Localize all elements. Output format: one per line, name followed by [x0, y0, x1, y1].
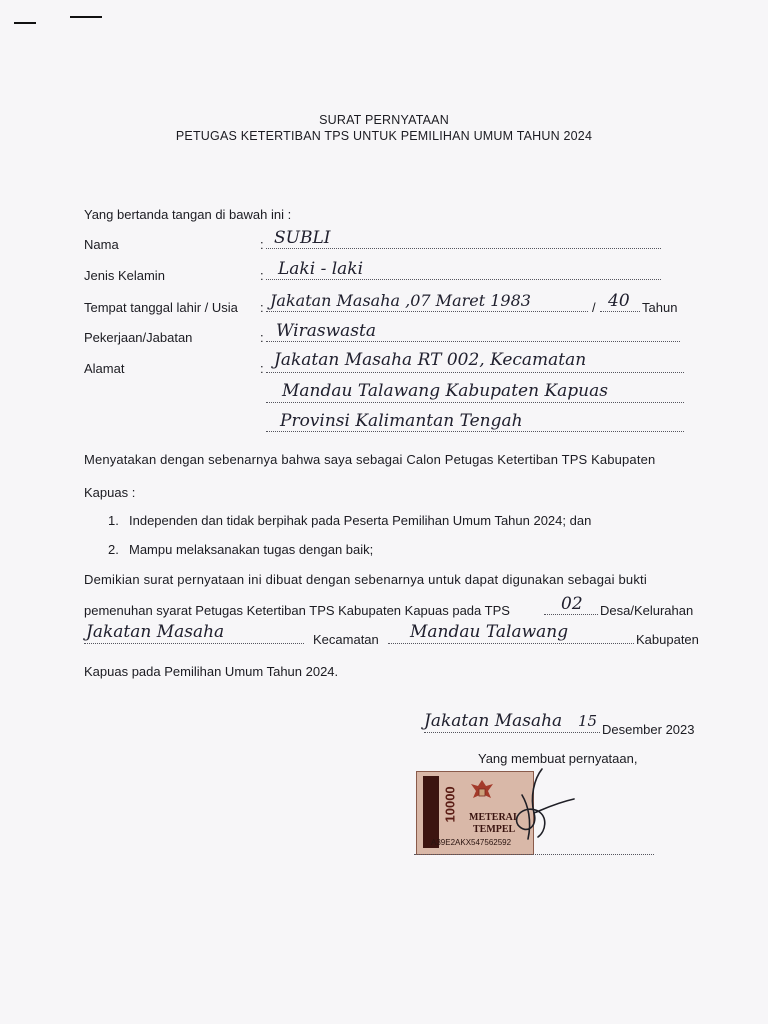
job-label: Pekerjaan/Jabatan	[84, 330, 193, 345]
colon: :	[260, 268, 264, 283]
colon: :	[260, 361, 264, 376]
desa-label: Desa/Kelurahan	[600, 603, 694, 618]
name-value: SUBLI	[274, 228, 331, 248]
kecamatan-line	[388, 643, 634, 644]
gender-label: Jenis Kelamin	[84, 268, 165, 283]
kecamatan-label: Kecamatan	[313, 632, 379, 647]
list-item-text: Independen dan tidak berpihak pada Peserta Pemilihan Umum Tahun 2024; dan	[129, 513, 592, 528]
statement-text: Menyatakan dengan sebenarnya bahwa saya sebagai Calon Petugas Ketertiban TPS Kabupaten	[84, 452, 656, 467]
address-line	[266, 372, 684, 373]
statement-text-cont: Kapuas :	[84, 485, 136, 500]
place-line	[424, 732, 600, 733]
address-line	[266, 431, 684, 432]
age-unit: Tahun	[642, 300, 678, 315]
list-item-text: Mampu melaksanakan tugas dengan baik;	[129, 542, 374, 557]
date-month-year: Desember 2023	[602, 722, 695, 737]
colon: :	[260, 237, 264, 252]
job-value: Wiraswasta	[276, 321, 376, 341]
signature-block	[414, 765, 594, 855]
closing-text: Demikian surat pernyataan ini dibuat dengan sebenarnya untuk dapat digunakan sebagai bukti	[84, 572, 647, 587]
list-item-number: 1.	[108, 513, 119, 528]
tps-number-value: 02	[561, 594, 583, 614]
intro-text: Yang bertanda tangan di bawah ini :	[84, 207, 292, 222]
name-line	[266, 248, 661, 249]
closing-text-tps: pemenuhan syarat Petugas Ketertiban TPS Kabupaten Kapuas pada TPS	[84, 603, 510, 618]
birth-line	[266, 311, 588, 312]
scan-mark	[70, 16, 102, 18]
address-line3-value: Provinsi Kalimantan Tengah	[280, 411, 523, 431]
gender-value: Laki - laki	[278, 259, 364, 279]
date-day-value: 15	[578, 712, 598, 730]
address-line	[266, 402, 684, 403]
document-title: SURAT PERNYATAAN	[319, 113, 449, 127]
scan-mark	[14, 22, 36, 24]
age-line	[600, 311, 640, 312]
kabupaten-label: Kabupaten	[636, 632, 699, 647]
birth-label: Tempat tanggal lahir / Usia	[84, 300, 238, 315]
document-subtitle: PETUGAS KETERTIBAN TPS UNTUK PEMILIHAN UMUM TAHUN 2024	[175, 129, 593, 143]
kecamatan-value: Mandau Talawang	[410, 622, 569, 642]
handwritten-signature	[414, 765, 594, 855]
address-line2-value: Mandau Talawang Kabupaten Kapuas	[282, 381, 608, 401]
desa-line	[84, 643, 304, 644]
birth-place-date-value: Jakatan Masaha ,07 Maret 1983	[270, 291, 531, 310]
tps-line	[544, 614, 598, 615]
desa-value: Jakatan Masaha	[86, 622, 225, 642]
stamp-serial: A39E2AKX547562592	[431, 838, 512, 847]
gender-line	[266, 279, 661, 280]
job-line	[266, 341, 680, 342]
list-item-number: 2.	[108, 542, 119, 557]
stamp-label-meterai: METERAI	[469, 812, 517, 823]
place-value: Jakatan Masaha	[424, 711, 563, 731]
age-slash: /	[592, 300, 596, 315]
age-value: 40	[608, 291, 630, 311]
colon: :	[260, 300, 264, 315]
stamp-value: 10000	[442, 786, 458, 823]
signature-line	[414, 854, 654, 855]
closing-text-end: Kapuas pada Pemilihan Umum Tahun 2024.	[84, 664, 339, 679]
signer-label: Yang membuat pernyataan,	[478, 751, 638, 766]
stamp-label-tempel: TEMPEL	[473, 824, 516, 835]
colon: :	[260, 330, 264, 345]
address-label: Alamat	[84, 361, 125, 376]
name-label: Nama	[84, 237, 119, 252]
address-line1-value: Jakatan Masaha RT 002, Kecamatan	[274, 350, 587, 370]
